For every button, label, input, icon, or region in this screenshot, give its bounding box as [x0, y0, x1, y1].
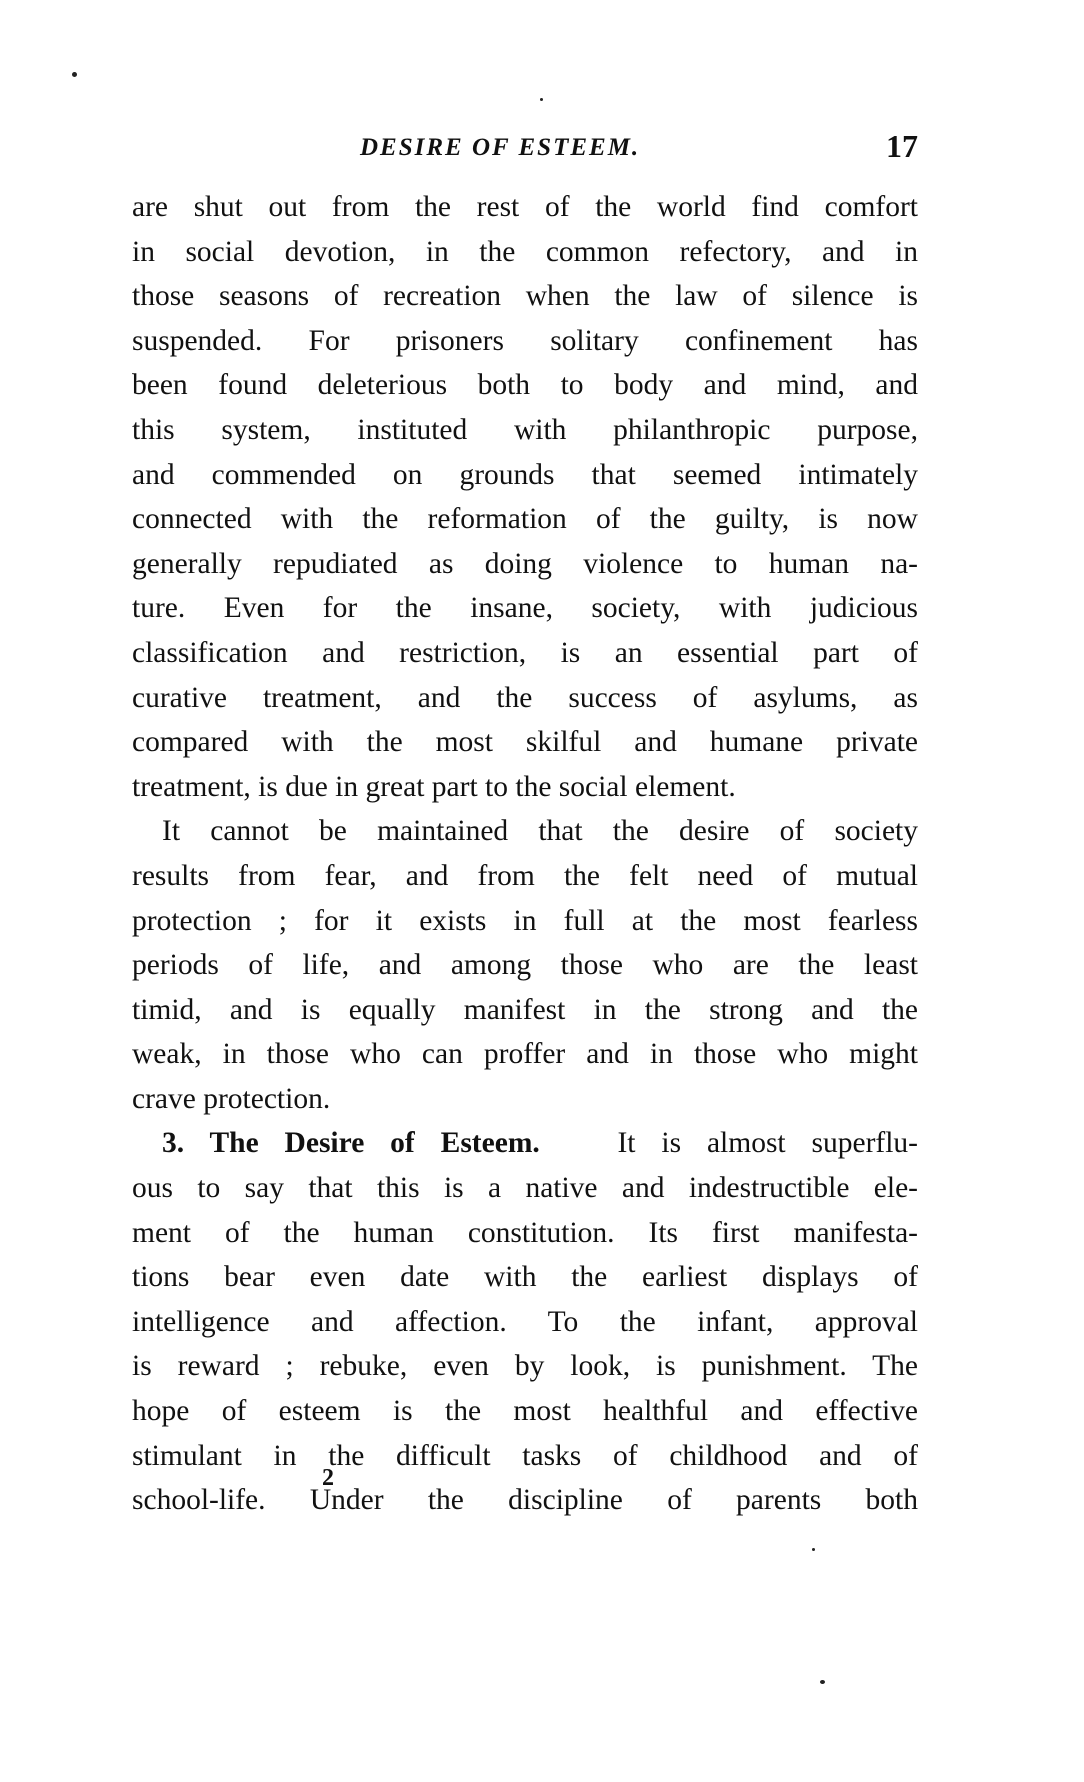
- scan-speck: [72, 72, 77, 77]
- text-line: curative treatment, and the success of asylums, as: [132, 681, 918, 714]
- paragraph-start-line: It cannot be maintained that the desire of society: [162, 815, 918, 848]
- section-heading-continuation: It is almost superflu-: [617, 1127, 919, 1160]
- text-line: ous to say that this is a native and indestructible ele-: [132, 1172, 918, 1205]
- text-line: intelligence and affection. To the infant, approval: [132, 1305, 918, 1338]
- text-line: stimulant in the difficult tasks of childhood and of: [132, 1439, 918, 1472]
- running-head: [132, 130, 918, 170]
- running-title: DESIRE OF ESTEEM.: [360, 134, 641, 161]
- text-line: tions bear even date with the earliest displays of: [132, 1261, 918, 1294]
- scan-speck: [820, 1680, 825, 1684]
- text-line: classification and restriction, is an essential part of: [132, 636, 918, 669]
- text-line: this system, instituted with philanthropic purpose,: [132, 413, 918, 446]
- text-line: compared with the most skilful and humane private: [132, 726, 918, 759]
- body-text: [132, 185, 918, 1523]
- scan-speck: [540, 98, 543, 101]
- text-line: periods of life, and among those who are the least: [132, 949, 918, 982]
- text-line: those seasons of recreation when the law of silence is: [132, 280, 918, 313]
- text-line: results from fear, and from the felt need of mutual: [132, 859, 918, 892]
- text-line: and commended on grounds that seemed intimately: [132, 458, 918, 491]
- section-heading-line: [132, 1121, 918, 1166]
- text-line: hope of esteem is the most healthful and effective: [132, 1395, 918, 1428]
- scan-speck: [812, 1548, 815, 1551]
- text-line: is reward ; rebuke, even by look, is punishment. The: [132, 1350, 918, 1383]
- text-line: connected with the reformation of the guilty, is now: [132, 503, 918, 536]
- text-line: ment of the human constitution. Its first manifesta-: [132, 1216, 918, 1249]
- signature-mark: 2: [322, 1465, 334, 1491]
- text-line: generally repudiated as doing violence to human na-: [132, 547, 918, 580]
- page-number: 17: [886, 128, 918, 164]
- text-line: crave protection.: [132, 1082, 331, 1115]
- text-line: timid, and is equally manifest in the strong and the: [132, 993, 918, 1026]
- text-line: in social devotion, in the common refectory, and in: [132, 235, 918, 268]
- text-line: treatment, is due in great part to the social element.: [132, 770, 736, 803]
- text-line: been found deleterious both to body and mind, and: [132, 369, 918, 402]
- text-line: protection ; for it exists in full at the most fearless: [132, 904, 918, 937]
- text-line: suspended. For prisoners solitary confinement has: [132, 324, 918, 357]
- text-line: ture. Even for the insane, society, with judicious: [132, 592, 918, 625]
- text-line: school-life. Under the discipline of parents both: [132, 1484, 918, 1517]
- text-line: are shut out from the rest of the world find comfort: [132, 191, 918, 223]
- section-heading: 3. The Desire of Esteem.: [162, 1127, 540, 1160]
- text-line: weak, in those who can proffer and in those who might: [132, 1038, 918, 1071]
